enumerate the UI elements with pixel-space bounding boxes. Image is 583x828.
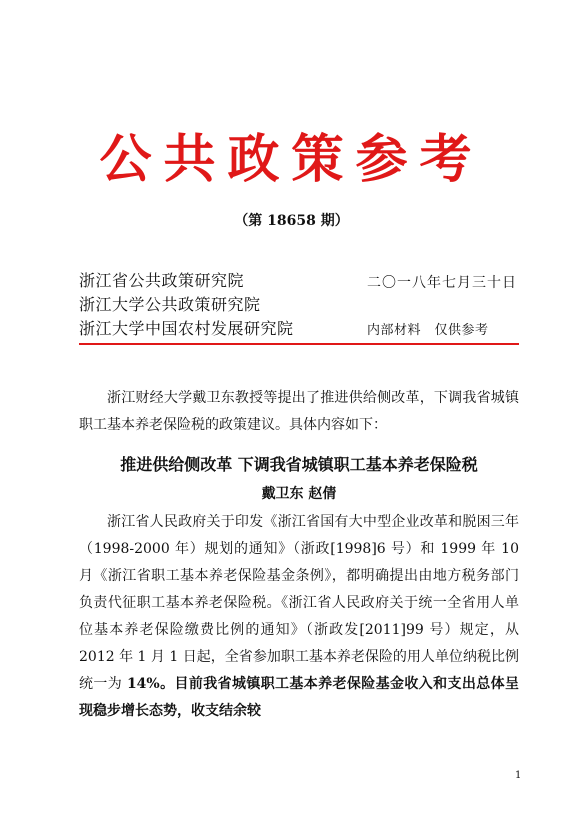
body-paragraph [79,509,519,725]
issue-number: （第 18658 期） [234,213,349,229]
internal-note: 内部材料 仅供参考 [367,323,489,338]
intro-paragraph: 浙江财经大学戴卫东教授等提出了推进供给侧改革，下调我省城镇职工基本养老保险税的政策建议。具体内容如下： [79,390,519,433]
body-bold-text: 14%。目前我省城镇职工基本养老保险基金收入和支出总体呈现稳步增长态势，收支结余较 [79,676,519,719]
org-name-2: 浙江大学公共政策研究院 [79,295,261,314]
article-authors: 戴卫东 赵倩 [261,486,337,502]
page-number: 1 [515,770,522,781]
header-divider [79,343,519,345]
masthead-title: 公共政策参考 [99,129,484,190]
body-text: 浙江省人民政府关于印发《浙江省国有大中型企业改革和脱困三年（1998-2000 年）规划的通知》（浙政[1998]6 号）和 1999 年 10 月《浙江省职工基本养老保险基金条例》，都明确提出由地方税务部门负责代征职工基本养老保险税。《浙江省人民政府关于统一全省用人单位基本养老保险缴费比例的通知》（浙政发[2011]99 号）规定，从 2012 年 1 月 1 日起，全省参加职工基本养老保险的用人单位纳税比例统一为 [79,514,519,692]
publish-date: 二〇一八年七月三十日 [367,275,517,291]
org-name-3: 浙江大学中国农村发展研究院 [79,319,294,338]
article-title: 推进供给侧改革 下调我省城镇职工基本养老保险税 [120,455,478,474]
org-name-1: 浙江省公共政策研究院 [79,271,245,290]
